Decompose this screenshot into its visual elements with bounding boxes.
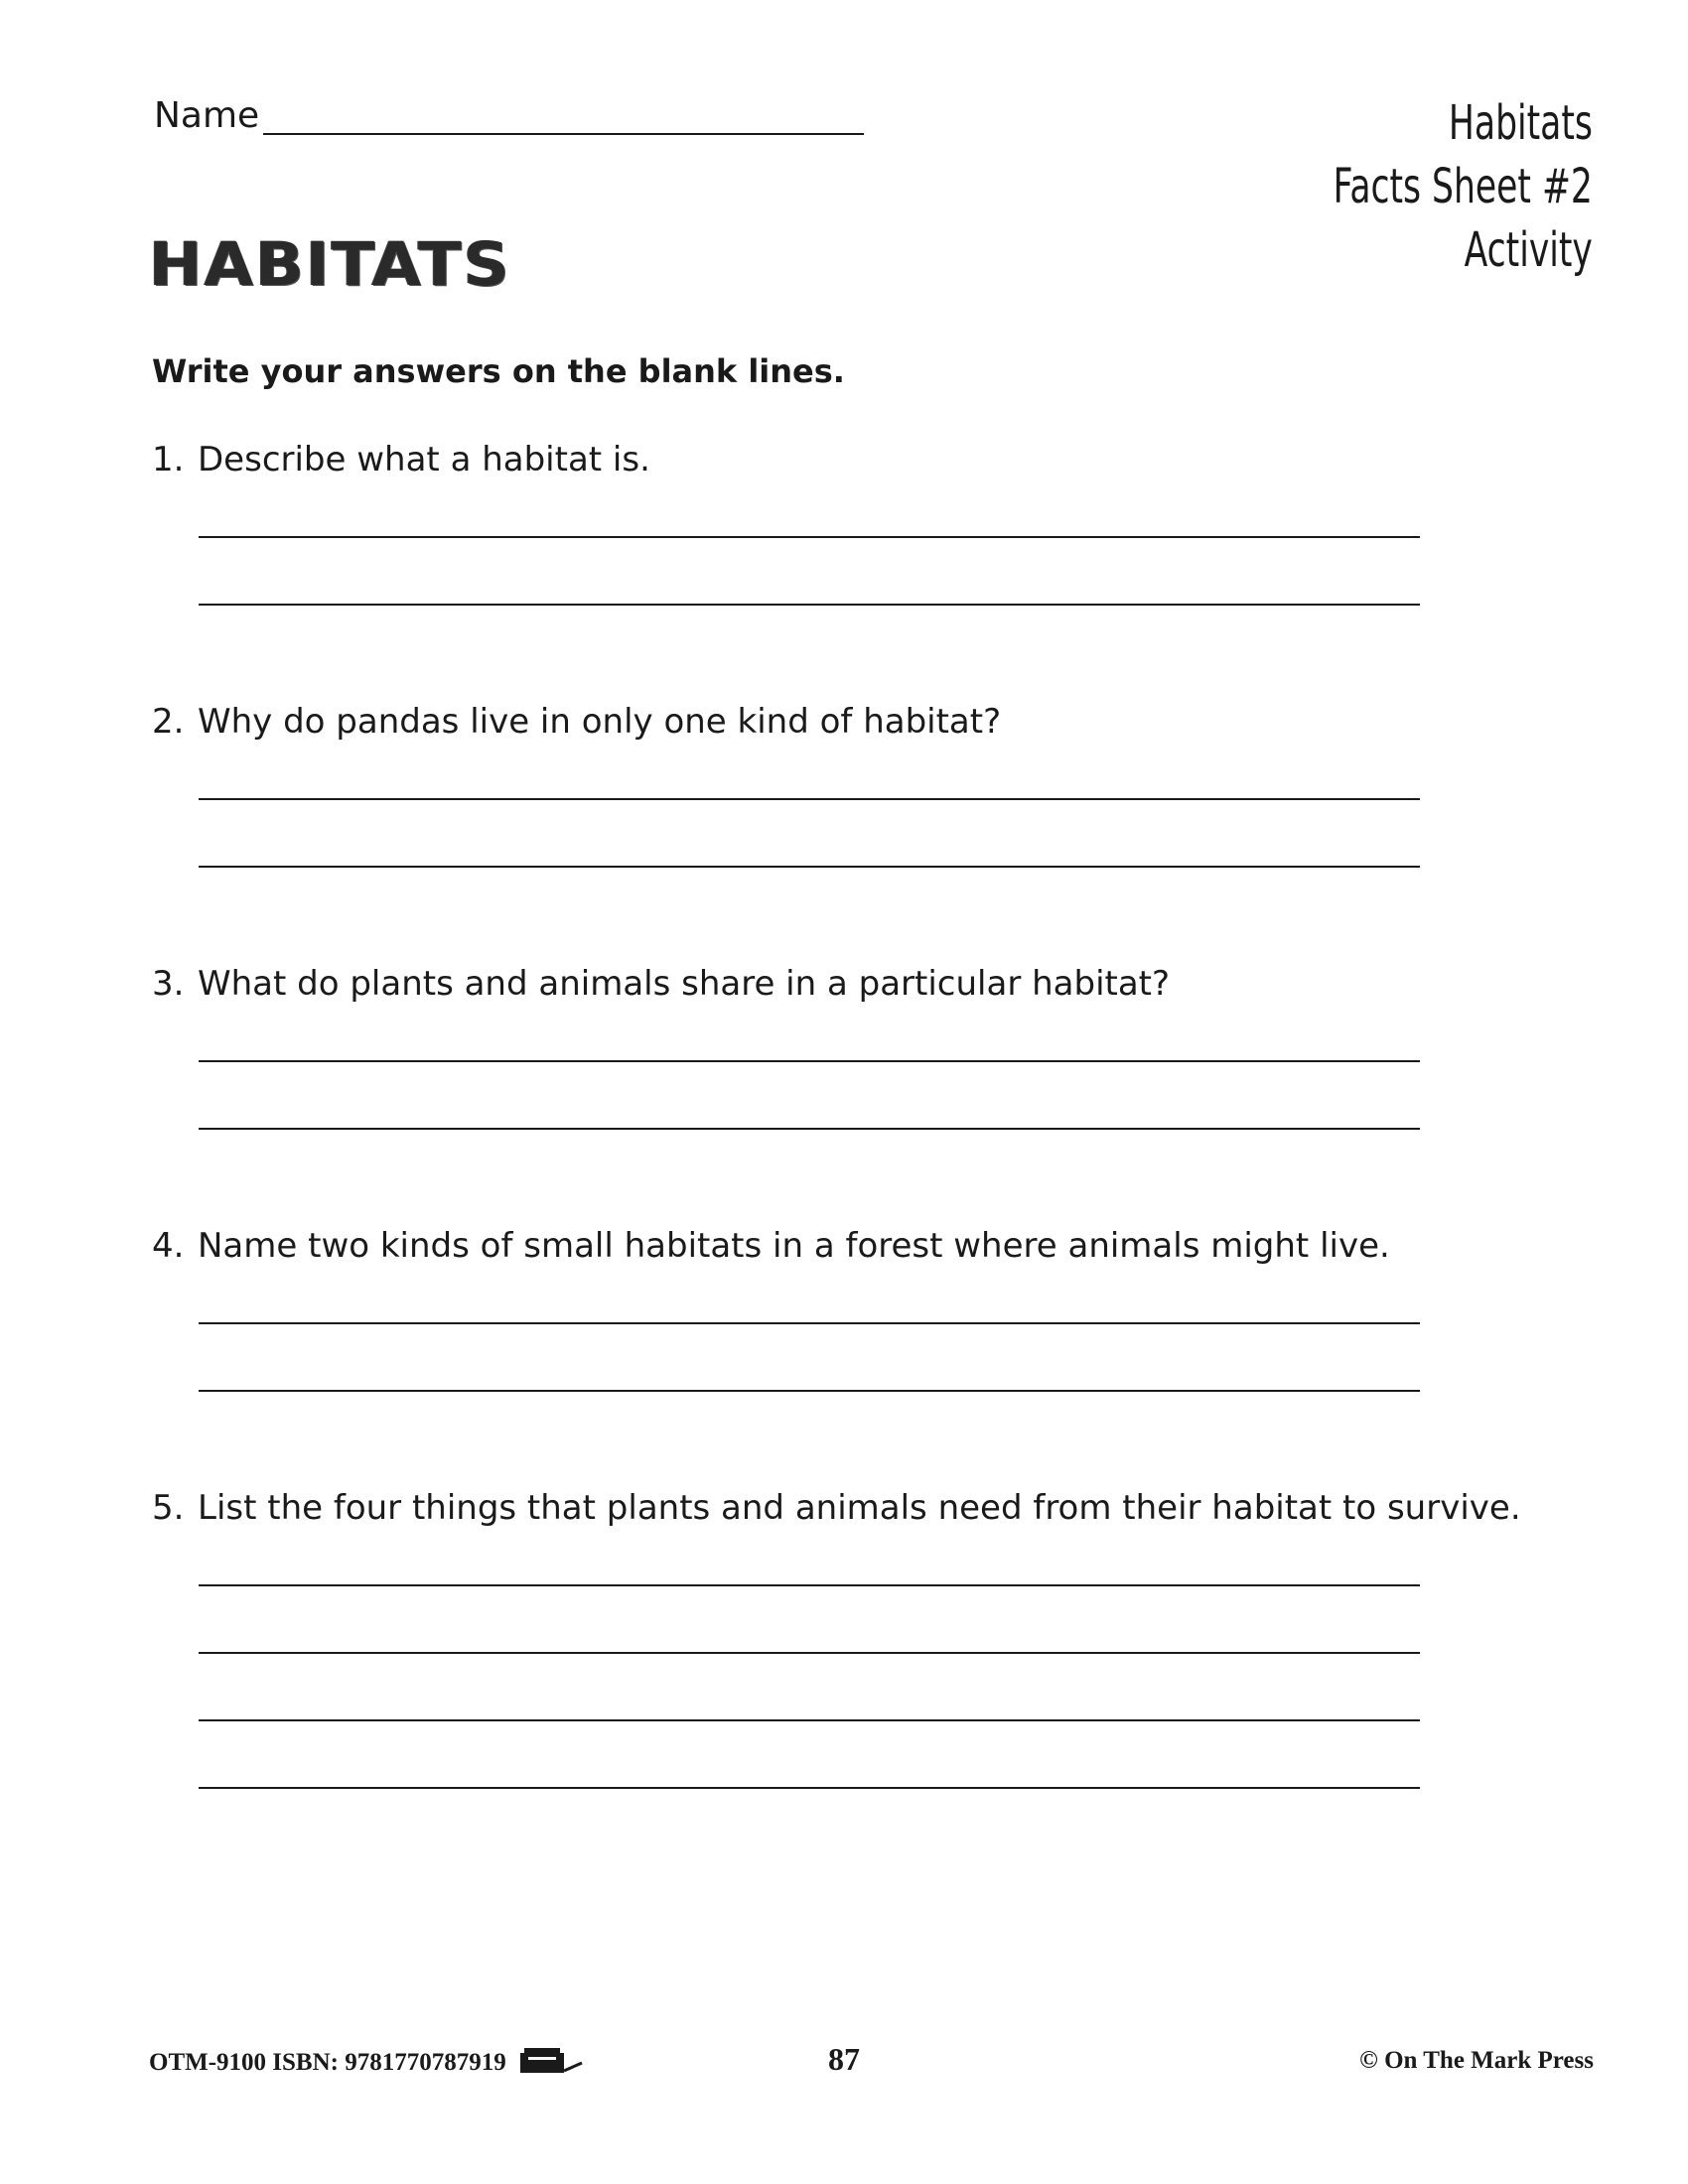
page-title: HABITATS [149,230,511,301]
instructions: Write your answers on the blank lines. [152,352,845,390]
question-number: 4. [152,1226,185,1266]
question-4 [152,1223,1423,1269]
question-number: 2. [152,702,185,742]
name-blank-line[interactable] [263,133,864,135]
question-5 [152,1485,1521,1531]
name-field[interactable] [154,91,864,141]
question-text: Why do pandas live in only one kind of habitat? [198,702,1002,742]
answer-line[interactable] [199,866,1420,868]
question-1 [152,437,1423,482]
answer-line[interactable] [199,1787,1420,1789]
question-number: 3. [152,964,185,1004]
question-text: List the four things that plants and animals need from their habitat to survive. [198,1488,1521,1528]
footer-isbn: OTM-9100 ISBN: 9781770787919 [149,2049,506,2077]
page-number: 87 [828,2041,860,2077]
answer-line[interactable] [199,798,1420,800]
answer-line[interactable] [199,1322,1420,1324]
answer-line[interactable] [199,604,1420,606]
answer-line[interactable] [199,536,1420,538]
answer-line[interactable] [199,1060,1420,1062]
answer-line[interactable] [199,1584,1420,1586]
footer-copyright: © On The Mark Press [1359,2047,1594,2074]
answer-line[interactable] [199,1128,1420,1130]
answer-line[interactable] [199,1719,1420,1721]
question-number: 1. [152,440,185,479]
question-text: What do plants and animals share in a particular habitat? [198,964,1171,1004]
question-number: 5. [152,1488,185,1528]
sheet-info [1334,91,1593,282]
question-3 [152,961,1423,1007]
name-label: Name [154,95,260,136]
sheet-info-subject: Habitats [1449,95,1593,151]
question-2 [152,699,1423,745]
sheet-info-type: Activity [1464,222,1593,278]
question-text: Name two kinds of small habitats in a forest where animals might live. [198,1226,1390,1266]
answer-line[interactable] [199,1652,1420,1654]
sheet-info-sheet: Facts Sheet #2 [1333,159,1593,214]
question-text: Describe what a habitat is. [198,440,650,479]
answer-line[interactable] [199,1390,1420,1392]
